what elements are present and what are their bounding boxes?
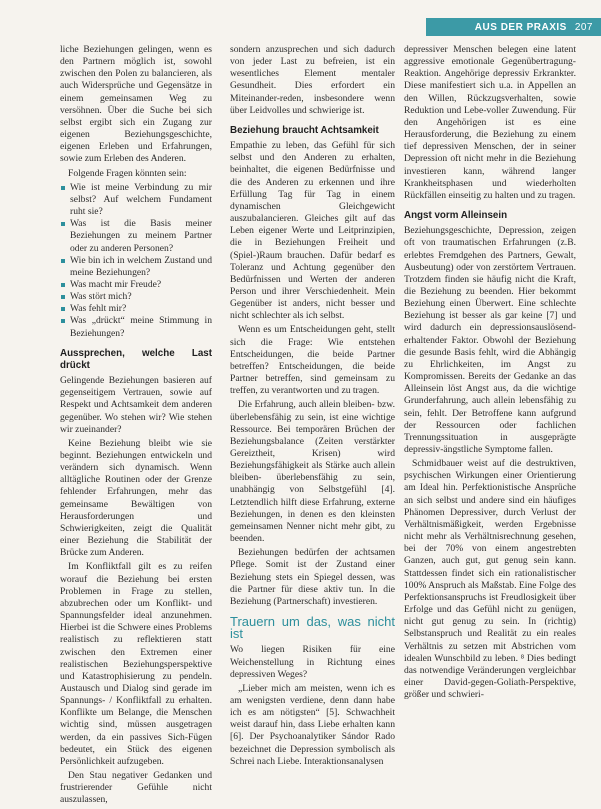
paragraph: sondern anzusprechen und sich dadurch von jeder Last zu befreien, ist ein wesentliches Element mentaler Gesundheit. Dies erfordert ein Miteinander-reden, insbesondere wenn über Leidvolles und schwierige ist. <box>230 44 395 116</box>
paragraph: Folgende Fragen könnten sein: <box>68 167 187 179</box>
paragraph: Schmidbauer weist auf die destruktiven, psychischen Wirkungen einer Orientierung am Ideal hin. Perfektionistische Ansprüche an sich selbst und andere sind ein häufiges Phänomen Depressiver, durch Verlust der Verhältnismäßigkeit, werden Ergebnisse nicht mehr als Verhältnisrechnung gesehen, bei der 70% von einem angestrebten Ganzen, auch gut, gut genug sein kann. Stattdessen findet sich ein rationalistischer 100% Anspruch als Maßstab. Eine Folge des Perfektionsanspruchs ist Freudlosigkeit über Erfolge und das Gefühl nicht zu genügen, nicht gut genug zu sein. In (richtig) Selbstanspruch und Realität zu ein reales Verhältnis zu setzen mit Abstrichen vom idealen Wunschbild zu leben. ⁸ Dies bedingt das notwendige Veränderungen vergleichbar einer David-gegen-Goliath-Perspektive, größer und schwieri- <box>404 458 576 701</box>
question-list <box>60 182 212 340</box>
list-item: Was „drückt“ meine Stimmung in Beziehungen? <box>60 315 212 339</box>
section-heading: Aussprechen, welche Last drückt <box>60 347 212 371</box>
paragraph: Wenn es um Entscheidungen geht, stellt sich die Frage: Wie entstehen Entscheidungen, die beide Partner betreffen? Entscheidungen, die beide Partner betreffen, sind gemeinsam zu treffen, zu verantworten und zu tragen. <box>230 324 395 397</box>
paragraph: Beziehungsgeschichte, Depression, zeigen oft von traumatischen Erfahrungen (z.B. erlebtes Fremdgehen des Partners, Gewalt, Ausbeutung) oder von zerstörtem Vertrauen. Trotzdem finden sie häufig nicht die Kraft, die Beziehung zu beenden. Hier bekommt Beziehung einen Überwert. Eine schlechte Beziehung ist besser als gar keine [7] und wird dadurch ein depressionsauslösend-erhaltender Faktor. Obwohl der Beziehung die gesunde Basis fehlt, wird die Abhängig zu Ehrlichkeiten, im Angst zu Kompromissen. Bereits der Gedanke an das Alleinsein löst Angst aus, da die wichtige Grunderfahrung, auch allein lebensfähig zu sein, fehlt. Der Betroffene kann aufgrund der Ressourcen oder fachlichen Trennungssituation in ausgeprägte depressiv-ängstliche Symptome fallen. <box>404 225 576 455</box>
section-heading-accent: Trauern um das, was nicht ist <box>230 614 395 642</box>
list-item: Was fehlt mir? <box>60 303 212 315</box>
column-left <box>60 44 212 809</box>
paragraph: Wo liegen Risiken für eine Weichenstellung in Richtung eines depressiven Weges? <box>230 644 395 680</box>
paragraph: depressiver Menschen belegen eine latent aggressive emotionale Gegenübertragung-Reaktion. Angehörige depressiv Erkrankter. Diese manifestiert sich u.a. in Appellen an den Willen, Rückzugsverhalten, sowie Reduktion und Lebe-voller Zuwendung. Für den Angehörigen ist es eine Herausforderung, die Beziehung zu einem tief depressiven Menschen, der in seiner Depression oft nicht mehr in die Beziehung investieren kann, während langer Krankheitsphasen und wiederholten Rückfällen einseitig zu halten und zu tragen. <box>404 44 576 201</box>
list-item: Was ist die Basis meiner Beziehungen zu meinem Partner oder zu anderen Personen? <box>60 218 212 254</box>
paragraph: Im Konfliktfall gilt es zu reifen worauf die Beziehung bei ersten Problemen in Frage zu stellen, abzubrechen oder um Konflikt- und Spannungsfelder ideal anzunehmen. Hierbei ist die Schwere eines Problems realistisch zu reflektieren statt zwischen den Extremen einer realistischen Beziehungsperspektive und Katastrophisierung zu pendeln. Austausch und Dialog sind gerade im Spannungs- / Konfliktfall zu erhalten. Konflikte um Belange, die Menschen wichtig sind, müssen ausgetragen werden, da ein passives Sich-Fügen bedeutet, ein Stück des eigenen Persönlichkeit aufzugeben. <box>60 561 212 767</box>
list-item: Was macht mir Freude? <box>60 279 212 291</box>
column-middle <box>230 44 395 770</box>
section-banner <box>426 18 601 36</box>
paragraph: liche Beziehungen gelingen, wenn es den Partnern möglich ist, sowohl zwischen den Polen zu balancieren, als auch Widersprüche und Gegensätze in einem gemeinsamen Weg zu versöhnen. Über die Suche bei sich selbst ergibt sich ein Zugang zur eigenen Beziehungsgeschichte, eigenen Erleben und Erfahrungen, sowie zum Erleben des Anderen. <box>60 44 212 165</box>
paragraph: Gelingende Beziehungen basieren auf gegenseitigem Vertrauen, sowie auf Respekt und Achtsamkeit dem anderen gegenüber. Wo stehen wir? Wie stehen wir zueinander? <box>60 375 212 435</box>
paragraph: Keine Beziehung bleibt wie sie beginnt. Beziehungen entwickeln und verändern sich dynamisch. Wenn alltägliche Routinen oder der Grenze fehlender Erfahrungen, mehr das gemeinsame Bewältigen von Herausforderungen und Schwierigkeiten, zeigt die Qualität einer Beziehung die Stabilität der Brücke zum Anderen. <box>60 437 212 559</box>
list-item: Was stört mich? <box>60 291 212 303</box>
page-number: 207 <box>574 21 593 33</box>
list-item: Wie ist meine Verbindung zu mir selbst? Auf welchem Fundament ruht sie? <box>60 182 212 218</box>
column-right <box>404 44 576 703</box>
paragraph: Die Erfahrung, auch allein bleiben- bzw. überlebensfähig zu sein, ist eine wichtige Ressource. Bei temporären Brüchen der Beziehungsbalance (Zeiten verstärkter Gereiztheit, Krisen) wird Beziehungsfähigkeit als Stärke auch allein bleiben- überlebensfähig zu sein, unabhängig von Selbstgefühl [4]. Letztendlich hilft diese Erfahrung, externe Beziehungen, in denen es den kleinsten gemeinsamen Nenner nicht mehr gibt, zu beenden. <box>230 399 395 545</box>
paragraph: „Lieber mich am meisten, wenn ich es am wenigsten verdiene, denn dann habe ich es am nötigsten“ [5]. Schwachheit weist darauf hin, dass Liebe erhalten kann [6]. Der Psychoanalytiker Sándor Rado bezeichnet die Depression symbolisch als Schrei nach Liebe. Interaktionsanalysen <box>230 682 395 767</box>
list-item: Wie bin ich in welchem Zustand und meine Beziehungen? <box>60 255 212 279</box>
paragraph: Empathie zu leben, das Gefühl für sich selbst und den Anderen zu erhalten, beinhaltet, die eigenen Bedürfnisse und die des Anderen zu erkennen und ihre Erfüllung Tag für Tag in einem dynamischen Gleichgewicht auszubalancieren. Gleiches gilt auf das Leben eigener Werte und Leitprinzipien, die in Beziehungen Freiheit und (Spiel-)Raum brauchen. Dafür bedarf es Toleranz und Achtung gegenüber den Bedürfnissen und Werten der anderen Person und ihrer Verschiedenheit. Mein Gegenüber ist anders, nicht besser und nicht schlechter als ich selbst. <box>230 140 395 322</box>
section-title: AUS DER PRAXIS <box>474 21 567 33</box>
page-header <box>0 0 601 40</box>
paragraph: Beziehungen bedürfen der achtsamen Pflege. Somit ist der Zustand einer Beziehung stets ein Spiegel dessen, was die Partner für diese aktiv tun. In die Beziehung (Partnerschaft) investieren. <box>230 547 395 607</box>
section-heading: Beziehung braucht Achtsamkeit <box>230 124 379 136</box>
paragraph: Den Stau negativer Gedanken und frustrierender Gefühle nicht auszulassen, <box>60 770 212 806</box>
section-heading: Angst vorm Alleinsein <box>404 210 508 222</box>
